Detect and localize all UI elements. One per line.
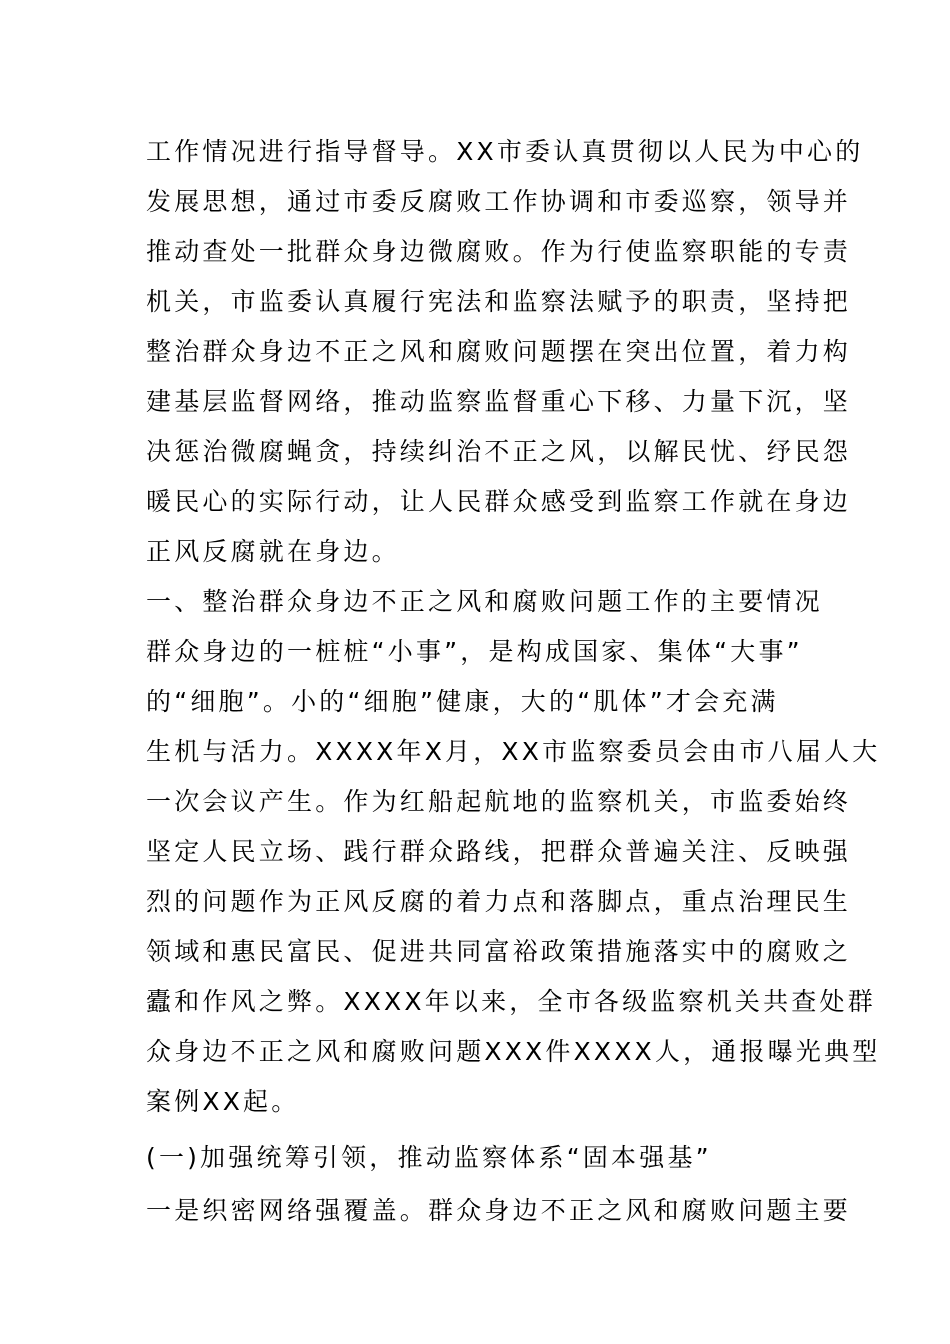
subsection-heading: (一)加强统筹引领，推动监察体系“固本强基” — [146, 1143, 712, 1172]
text-line: 一次会议产生。作为红船起航地的监察机关，市监委始终 — [146, 787, 852, 816]
text-line: 一是织密网络强覆盖。群众身边不正之风和腐败问题主要 — [146, 1196, 852, 1225]
text-line: 众身边不正之风和腐败问题XXX件XXXX人，通报曝光典型 — [146, 1037, 881, 1066]
text-line: 正风反腐就在身边。 — [146, 537, 400, 566]
text-line: 发展思想，通过市委反腐败工作协调和市委巡察，领导并 — [146, 187, 852, 216]
text-line: 建基层监督网络，推动监察监督重心下移、力量下沉，坚 — [146, 387, 852, 416]
text-line: 群众身边的一桩桩“小事”，是构成国家、集体“大事” — [146, 637, 803, 666]
text-line: 工作情况进行指导督导。XX市委认真贯彻以人民为中心的 — [146, 137, 864, 166]
text-line: 机关，市监委认真履行宪法和监察法赋予的职责，坚持把 — [146, 287, 852, 316]
text-line: 蠹和作风之弊。XXXX年以来，全市各级监察机关共查处群 — [146, 987, 876, 1016]
text-line: 坚定人民立场、践行群众路线，把群众普遍关注、反映强 — [146, 837, 852, 866]
text-line: 暖民心的实际行动，让人民群众感受到监察工作就在身边 — [146, 487, 852, 516]
section-heading: 一、整治群众身边不正之风和腐败问题工作的主要情况 — [146, 587, 823, 616]
text-line: 的“细胞”。小的“细胞”健康，大的“肌体”才会充满 — [146, 687, 779, 716]
text-line: 推动查处一批群众身边微腐败。作为行使监察职能的专责 — [146, 237, 852, 266]
text-line: 烈的问题作为正风反腐的着力点和落脚点，重点治理民生 — [146, 887, 852, 916]
text-line: 决惩治微腐蝇贪，持续纠治不正之风，以解民忧、纾民怨 — [146, 437, 852, 466]
text-line: 整治群众身边不正之风和腐败问题摆在突出位置，着力构 — [146, 337, 852, 366]
text-line: 生机与活力。XXXX年X月，XX市监察委员会由市八届人大 — [146, 737, 881, 766]
text-line: 领域和惠民富民、促进共同富裕政策措施落实中的腐败之 — [146, 937, 852, 966]
text-line: 案例XX起。 — [146, 1087, 300, 1116]
